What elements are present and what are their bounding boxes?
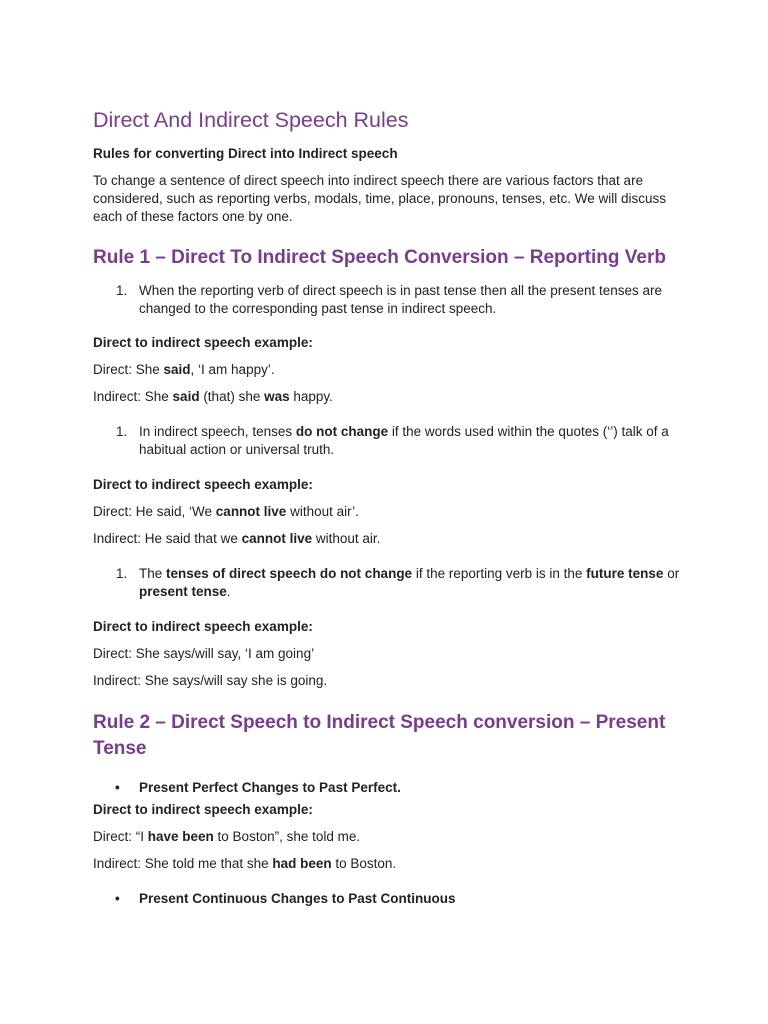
- list-item-emphasis: future tense: [586, 566, 664, 581]
- list-item-text: When the reporting verb of direct speech is in past tense then all the present tenses are changed to the corresponding past tense in indirect speech.: [139, 283, 663, 316]
- list-marker: 1.: [116, 424, 128, 439]
- bullet-text: Present Perfect Changes to Past Perfect.: [139, 780, 401, 795]
- list-item-emphasis: do not change: [295, 424, 389, 439]
- rule-1-list-item-1: [93, 282, 683, 318]
- direct-example: [93, 503, 683, 521]
- example-label: Direct to indirect speech example:: [93, 619, 313, 634]
- example-text: (that) she: [199, 389, 265, 404]
- rule-1-heading: Rule 1 – Direct To Indirect Speech Conversion – Reporting Verb: [93, 247, 666, 268]
- list-item-emphasis: present tense: [139, 584, 227, 599]
- example-emphasis: cannot live: [241, 531, 313, 546]
- page-title: Direct And Indirect Speech Rules: [93, 108, 409, 132]
- direct-example: Direct: She says/will say, ‘I am going’: [93, 646, 315, 661]
- example-emphasis: have been: [147, 829, 214, 844]
- example-emphasis: said: [163, 362, 191, 377]
- example-text: Direct: “I: [93, 829, 148, 844]
- example-text: happy.: [289, 389, 333, 404]
- indirect-example: [93, 530, 683, 548]
- rule-1-list-item-2: [93, 423, 683, 459]
- list-marker: 1.: [116, 283, 128, 298]
- example-label: Direct to indirect speech example:: [93, 477, 313, 492]
- document-page: [93, 106, 683, 908]
- indirect-example: [93, 855, 683, 873]
- example-label: Direct to indirect speech example:: [93, 802, 313, 817]
- intro-paragraph: To change a sentence of direct speech into indirect speech there are various factors that are considered, such as reporting verbs, modals, time, place, pronouns, tenses, etc. We will discuss each of these factors one by one.: [93, 173, 667, 224]
- rule-1-list-item-3: [93, 565, 683, 601]
- rule-2-bullet-2: [93, 890, 683, 908]
- list-item-text: if the reporting verb is in the: [412, 566, 587, 581]
- example-text: without air’.: [286, 504, 359, 519]
- example-emphasis: had been: [272, 856, 332, 871]
- rule-2-heading: Rule 2 – Direct Speech to Indirect Speech conversion – Present Tense: [93, 712, 666, 759]
- example-text: Direct: He said, ‘We: [93, 504, 216, 519]
- rules-subheading: Rules for converting Direct into Indirect speech: [93, 146, 398, 161]
- example-emphasis: was: [264, 389, 290, 404]
- example-text: , ‘I am happy’.: [190, 362, 275, 377]
- list-item-text: if the words used within the quotes (‘’) talk of a habitual action or universal truth.: [139, 424, 669, 457]
- example-emphasis: said: [172, 389, 200, 404]
- bullet-marker: •: [115, 891, 120, 906]
- bullet-text: Present Continuous Changes to Past Continuous: [139, 891, 456, 906]
- example-text: Indirect: She told me that she: [93, 856, 273, 871]
- example-text: to Boston.: [331, 856, 397, 871]
- indirect-example: Indirect: She says/will say she is going.: [93, 673, 328, 688]
- example-text: to Boston”, she told me.: [213, 829, 361, 844]
- list-item-text: The: [139, 566, 167, 581]
- example-text: Indirect: She: [93, 389, 173, 404]
- example-text: without air.: [312, 531, 381, 546]
- direct-example: [93, 361, 683, 379]
- list-item-text: In indirect speech, tenses: [139, 424, 296, 439]
- example-emphasis: cannot live: [215, 504, 287, 519]
- indirect-example: [93, 388, 683, 406]
- list-item-emphasis: tenses of direct speech do not change: [166, 566, 413, 581]
- example-label: Direct to indirect speech example:: [93, 335, 313, 350]
- rule-2-bullet-1: [93, 779, 683, 797]
- example-text: Direct: She: [93, 362, 164, 377]
- list-item-text: .: [226, 584, 231, 599]
- list-marker: 1.: [116, 566, 128, 581]
- direct-example: [93, 828, 683, 846]
- example-text: Indirect: He said that we: [93, 531, 242, 546]
- bullet-marker: •: [115, 780, 120, 795]
- list-item-text: or: [663, 566, 680, 581]
